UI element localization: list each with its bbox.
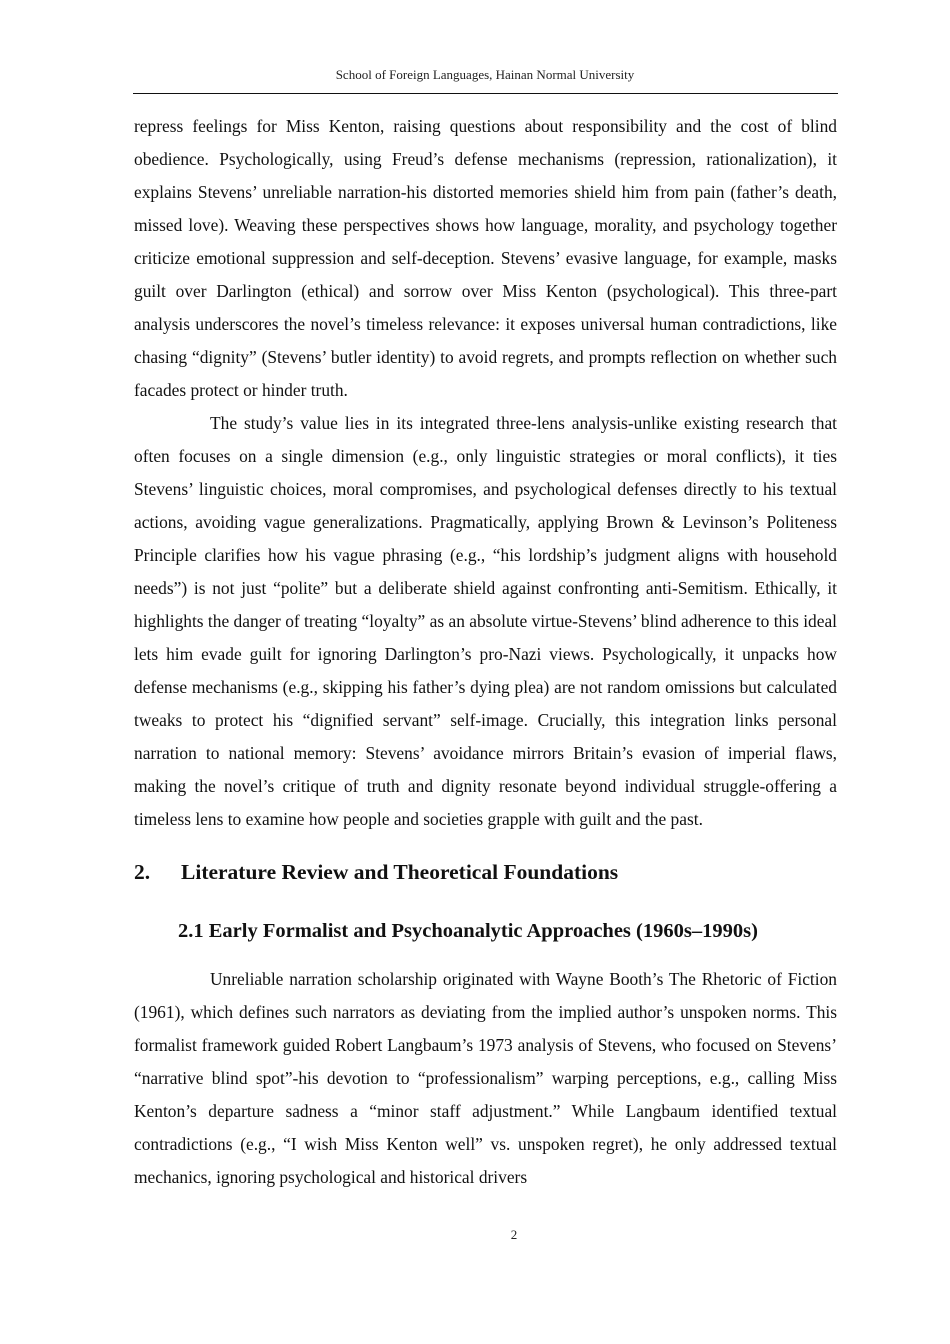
page-number: 2 [510,1227,518,1242]
section-heading [134,849,837,895]
section-number: 2. [134,860,151,884]
paragraph-1: repress feelings for Miss Kenton, raising questions about responsibility and the cost of blind obedience. Psychologically, using Freud’s defense mechanisms (repression, rationalization), it explains Stevens’ unreliable narration-his distorted memories shield him from pain (father’s death, missed love). Weaving these perspectives shows how language, morality, and psychology together criticize emotional suppression and self-deception. Stevens’ evasive language, for example, masks guilt over Darlington (ethical) and sorrow over Miss Kenton (psychological). This three-part analysis underscores the novel’s timeless relevance: it exposes universal human contradictions, like chasing “dignity” (Stevens’ butler identity) to avoid regrets, and prompts reflection on whether such facades protect or hinder truth. [134,116,837,400]
paragraph-3: Unreliable narration scholarship originated with Wayne Booth’s The Rhetoric of Fiction (1961), which defines such narrators as deviating from the implied author’s unspoken norms. This formalist framework guided Robert Langbaum’s 1973 analysis of Stevens, who focused on Stevens’ “narrative blind spot”-his devotion to “professionalism” warping perceptions, e.g., calling Miss Kenton’s departure sadness a “minor staff adjustment.” While Langbaum identified textual contradictions (e.g., “I wish Miss Kenton well” vs. unspoken regret), he only addressed textual mechanics, ignoring psychological and historical drivers [134,969,837,1187]
running-header: School of Foreign Languages, Hainan Normal University [335,67,635,82]
subsection-heading: 2.1 Early Formalist and Psychoanalytic Approaches (1960s–1990s) [178,920,758,942]
section-title: Literature Review and Theoretical Foundations [181,860,619,884]
paragraph-2: The study’s value lies in its integrated three-lens analysis-unlike existing research that often focuses on a single dimension (e.g., only linguistic strategies or moral conflicts), it ties Stevens’ linguistic choices, moral compromises, and psychological defenses directly to his textual actions, avoiding vague generalizations. Pragmatically, applying Brown & Levinson’s Politeness Principle clarifies how his vague phrasing (e.g., “his lordship’s judgment aligns with household needs”) is not just “polite” but a deliberate shield against confronting anti-Semitism. Ethically, it highlights the danger of treating “loyalty” as an absolute virtue-Stevens’ blind adherence to this ideal lets him evade guilt for ignoring Darlington’s pro-Nazi views. Psychologically, it unpacks how defense mechanisms (e.g., skipping his father’s dying plea) are not random omissions but calculated tweaks to protect his “dignified servant” self-image. Crucially, this integration links personal narration to national memory: Stevens’ avoidance mirrors Britain’s evasion of imperial flaws, making the novel’s critique of truth and dignity resonate beyond individual struggle-offering a timeless lens to examine how people and societies grapple with guilt and the past. [134,413,837,829]
header-rule [133,93,838,94]
body-text [134,110,837,1194]
